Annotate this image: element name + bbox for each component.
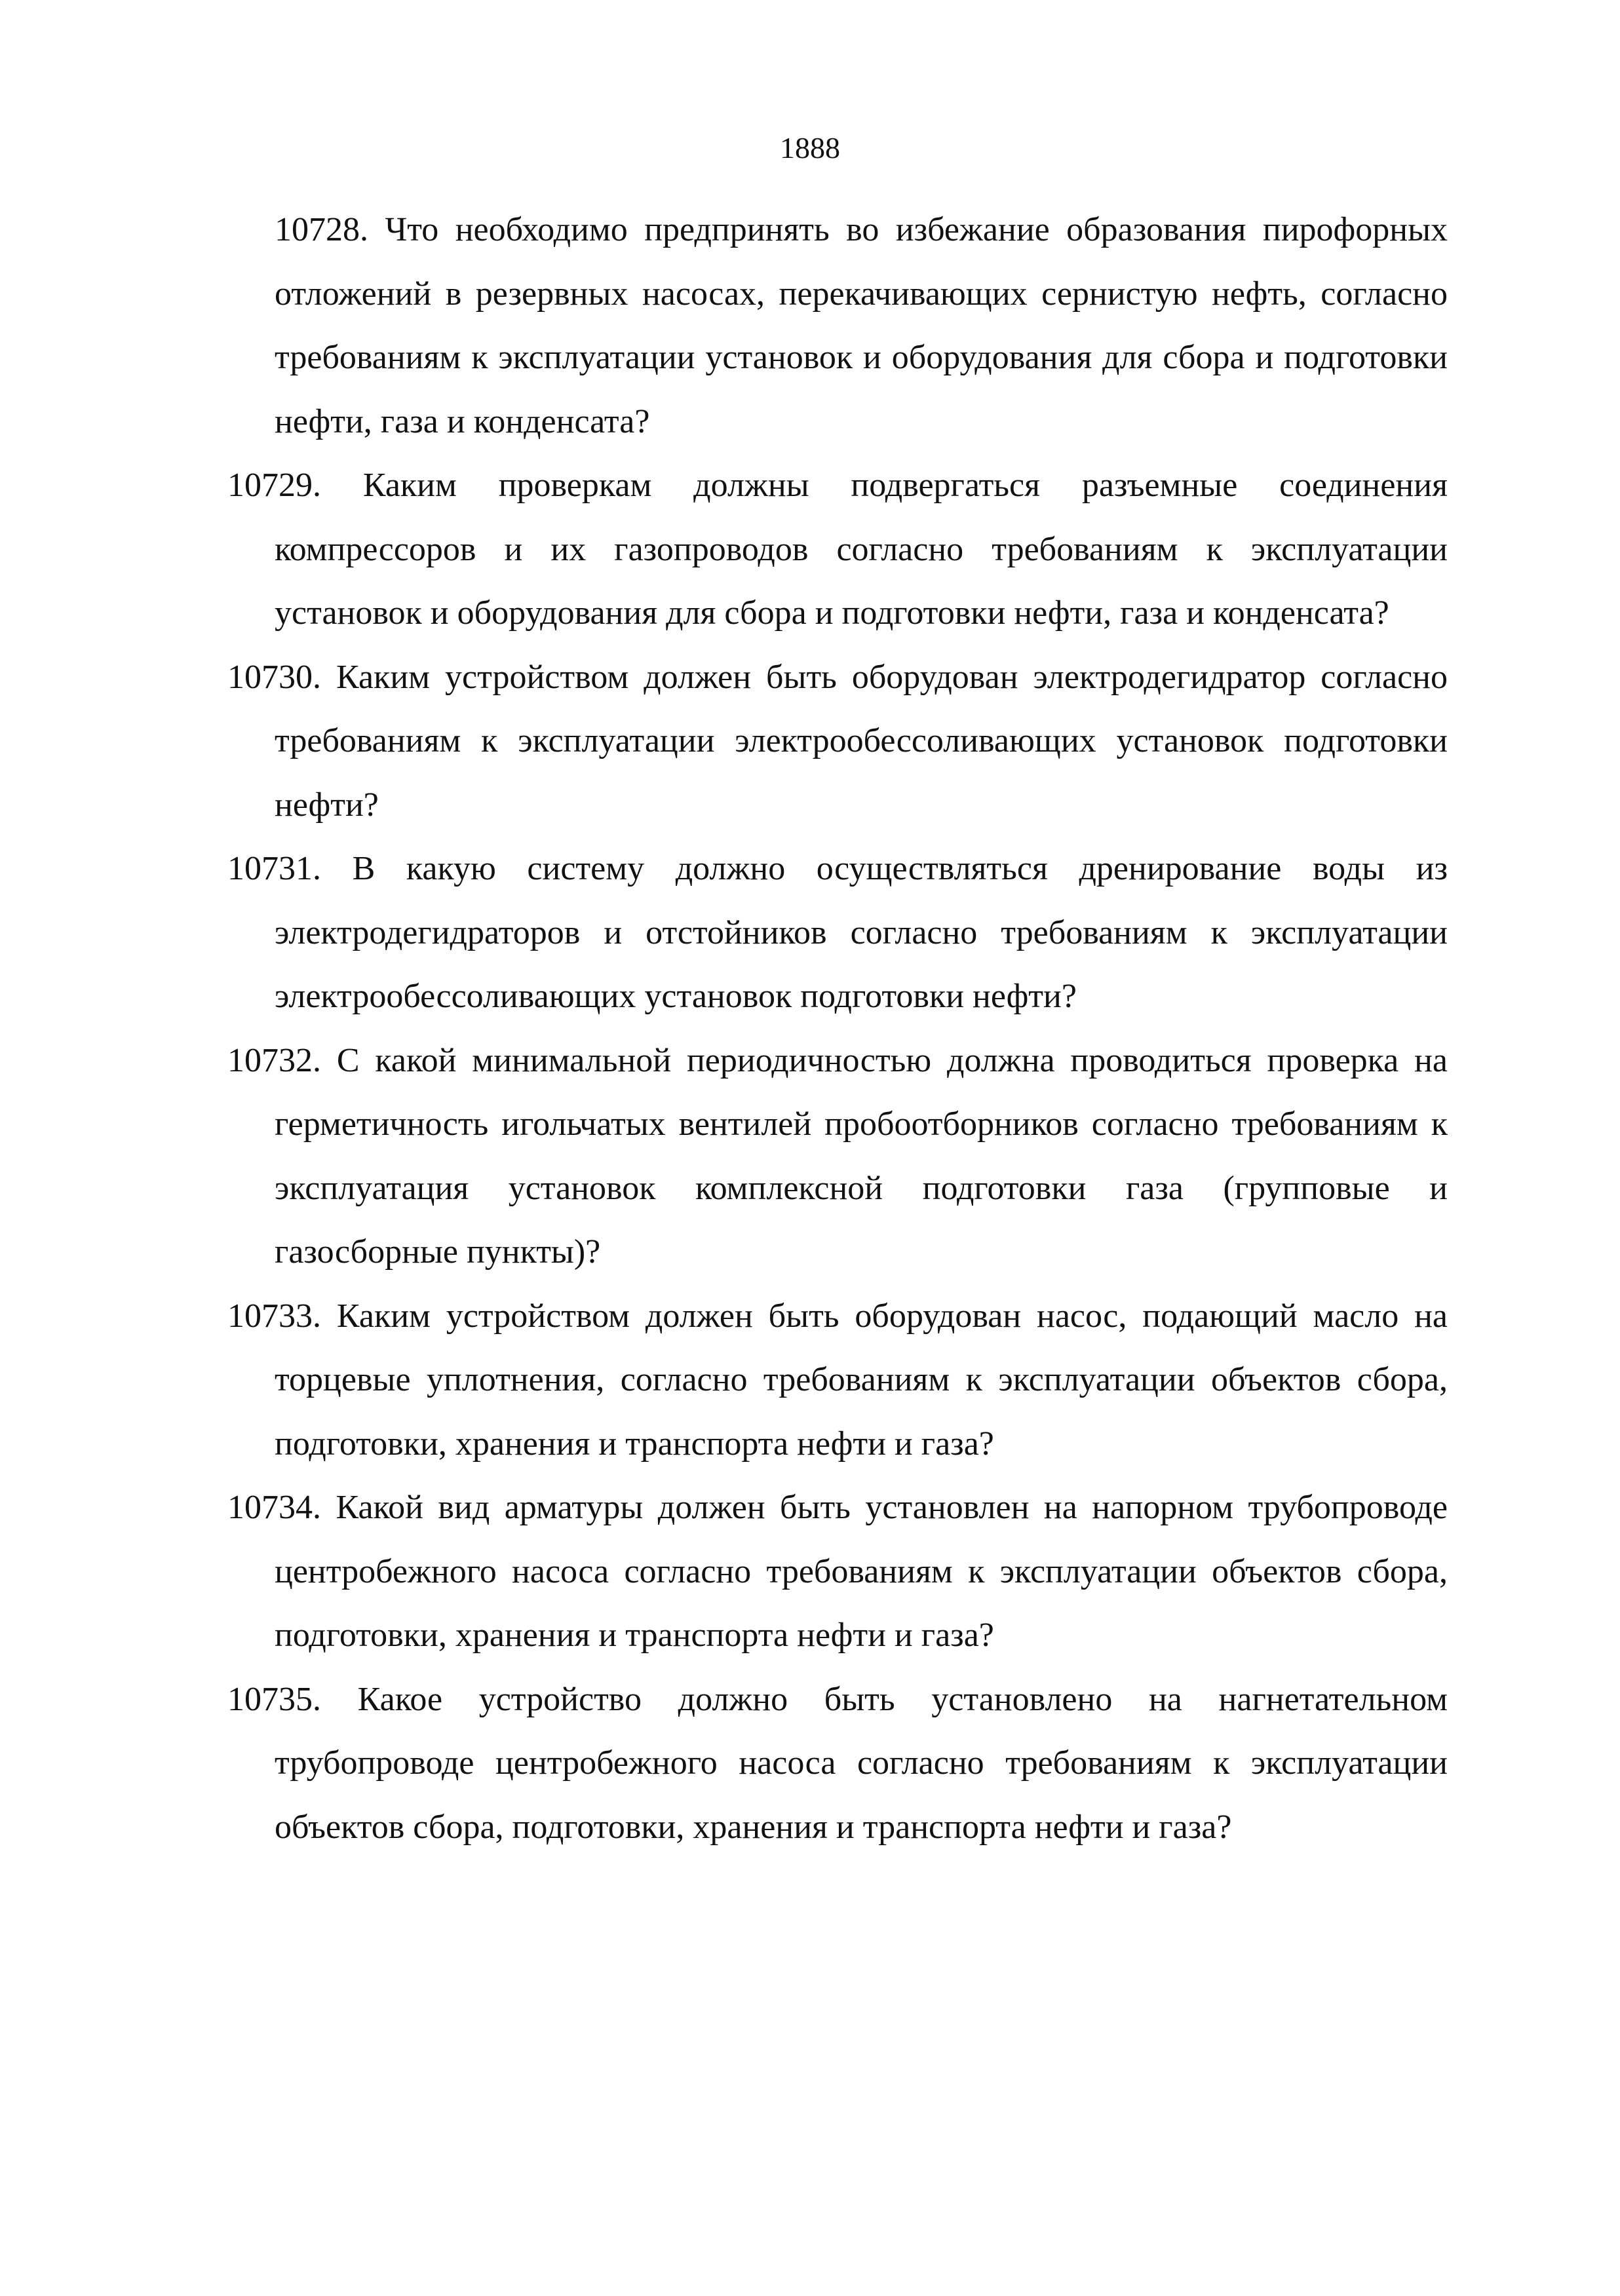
question-list [227,198,1448,1859]
question-item [227,645,1448,837]
question-item [227,1668,1448,1860]
question-number: 10732. [227,1041,321,1079]
question-number: 10729. [227,467,321,504]
question-item [227,837,1448,1029]
question-item [227,1284,1448,1476]
question-number: 10731. [227,850,321,887]
question-text: 10733. Каким устройством должен быть оборудован насос, подающий масло на торцевые уплотнения, согласно требованиям к эксплуатации объектов сбора, подготовки, хранения и транспорта нефти и газа? [227,1297,1448,1463]
question-number: 10728. [275,211,368,248]
page-number: 1888 [780,131,840,164]
question-item [227,1029,1448,1284]
question-item [227,1476,1448,1668]
question-item [227,198,1448,453]
question-number: 10734. [227,1489,321,1526]
question-number: 10733. [227,1297,321,1335]
question-text: 10729. Каким проверкам должны подвергаться разъемные соединения компрессоров и их газопроводов согласно требованиям к эксплуатации установок и оборудования для сбора и подготовки нефти, газа и конденсата? [227,467,1448,632]
question-number: 10735. [227,1680,321,1718]
question-item [227,453,1448,645]
question-text: 10728. Что необходимо предпринять во избежание образования пирофорных отложений в резервных насосах, перекачивающих сернистую нефть, согласно требованиям к эксплуатации установок и оборудования для сбора и подготовки нефти, газа и конденсата? [275,211,1448,440]
question-text: 10730. Каким устройством должен быть оборудован электродегидратор согласно требованиям к эксплуатации электрообессоливающих установок подготовки нефти? [227,658,1448,824]
question-text: 10735. Какое устройство должно быть установлено на нагнетательном трубопроводе центробежного насоса согласно требованиям к эксплуатации объектов сбора, подготовки, хранения и транспорта нефти и газа? [227,1680,1448,1846]
question-text: 10731. В какую систему должно осуществляться дренирование воды из электродегидраторов и отстойников согласно требованиям к эксплуатации электрообессоливающих установок подготовки нефти? [227,850,1448,1015]
question-number: 10730. [227,658,321,696]
question-text: 10734. Какой вид арматуры должен быть установлен на напорном трубопроводе центробежного насоса согласно требованиям к эксплуатации объектов сбора, подготовки, хранения и транспорта нефти и газа? [227,1489,1448,1654]
question-text: 10732. С какой минимальной периодичностью должна проводиться проверка на герметичность игольчатых вентилей пробоотборников согласно требованиям к эксплуатация установок комплексной подготовки газа (групповые и газосборные пункты)? [227,1041,1448,1271]
